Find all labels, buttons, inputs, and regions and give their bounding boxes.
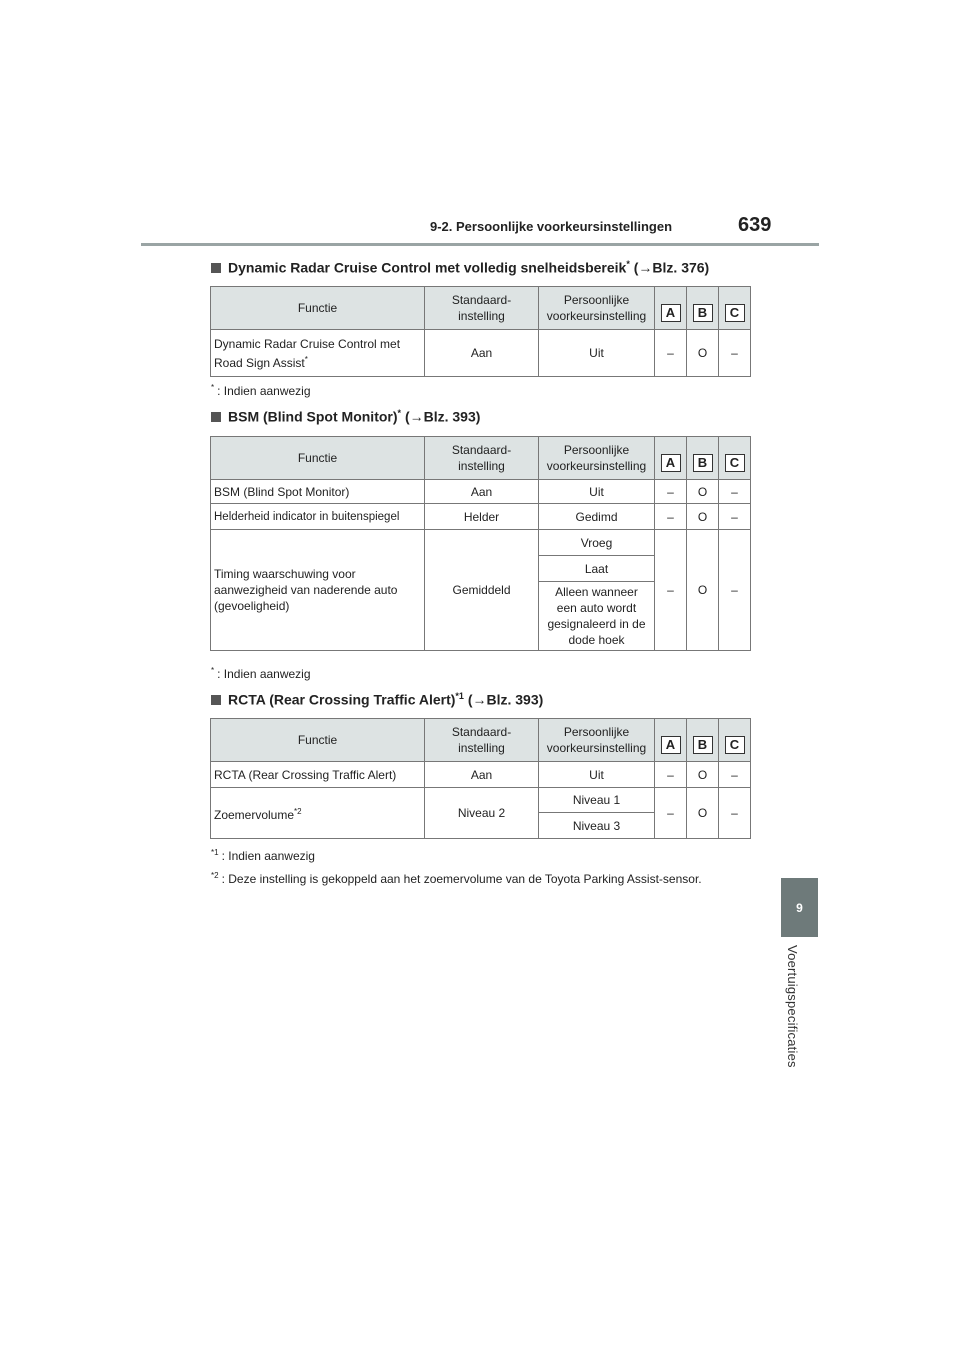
cell-persoonlijke <box>539 582 655 651</box>
section-title: 9-2. Persoonlijke voorkeursinstellingen <box>430 219 673 234</box>
cell-b: O <box>687 530 719 651</box>
table-row <box>211 480 751 504</box>
col-persoonlijke-1: Persoonlijke <box>563 293 630 307</box>
cell-persoonlijke: Uit <box>539 480 655 504</box>
heading-rcta <box>211 691 543 708</box>
cell-functie <box>211 330 425 377</box>
box-b: B <box>693 736 713 754</box>
col-standaard <box>425 287 539 330</box>
col-a <box>655 437 687 480</box>
table-bsm <box>210 436 751 651</box>
footnote-mark: * <box>211 666 215 675</box>
col-persoonlijke-1: Persoonlijke <box>563 443 630 457</box>
heading-text: BSM (Blind Spot Monitor) <box>228 408 398 425</box>
cell-a: – <box>655 504 687 530</box>
option-line3: gesignaleerd in de <box>547 617 646 631</box>
box-c: C <box>725 736 745 754</box>
col-a <box>655 287 687 330</box>
bullet-square-icon <box>211 695 221 705</box>
box-c: C <box>725 454 745 472</box>
functie-text: Zoemervolume <box>214 807 295 822</box>
functie-line1: Timing waarschuwing voor <box>214 567 356 581</box>
table-rcta <box>210 718 751 839</box>
option-line4: dode hoek <box>568 633 625 647</box>
cell-standaard: Gemiddeld <box>425 530 539 651</box>
cell-c: – <box>719 762 751 788</box>
cell-c: – <box>719 530 751 651</box>
cell-standaard: Aan <box>425 480 539 504</box>
footnote-mark: *2 <box>211 871 219 880</box>
cell-functie: BSM (Blind Spot Monitor) <box>211 480 425 504</box>
box-b: B <box>693 304 713 322</box>
cell-standaard: Aan <box>425 330 539 377</box>
col-persoonlijke <box>539 437 655 480</box>
header-divider <box>141 243 819 246</box>
col-b <box>687 287 719 330</box>
cell-standaard: Niveau 2 <box>425 788 539 839</box>
page-ref-link[interactable]: (→Blz. 393) <box>404 408 481 425</box>
footnote-text: : Indien aanwezig <box>221 849 315 863</box>
functie-line2: Road Sign Assist <box>214 355 305 370</box>
cell-a: – <box>655 480 687 504</box>
cell-functie <box>211 530 425 651</box>
table-row <box>211 530 751 556</box>
cell-persoonlijke: Gedimd <box>539 504 655 530</box>
col-b <box>687 719 719 762</box>
cell-a: – <box>655 788 687 839</box>
col-a <box>655 719 687 762</box>
footnote-1 <box>211 848 315 863</box>
col-standaard-2: instelling <box>458 741 505 755</box>
functie-sup: * <box>304 354 308 364</box>
col-persoonlijke-1: Persoonlijke <box>563 725 630 739</box>
cell-standaard: Helder <box>425 504 539 530</box>
page-ref-link[interactable]: (→Blz. 376) <box>633 259 710 276</box>
cell-b: O <box>687 480 719 504</box>
col-persoonlijke-2: voorkeursinstelling <box>546 309 647 323</box>
bullet-square-icon <box>211 263 221 273</box>
footnote <box>211 383 311 398</box>
footnote-text: : Indien aanwezig <box>217 384 311 398</box>
footnote-text: : Indien aanwezig <box>217 667 311 681</box>
col-standaard-1: Standaard- <box>451 293 512 307</box>
table-header-row <box>211 437 751 480</box>
footnote-text: : Deze instelling is gekoppeld aan het zoemervolume van de Toyota Parking Assist-sensor. <box>221 872 702 886</box>
cell-persoonlijke: Uit <box>539 330 655 377</box>
cell-b: O <box>687 788 719 839</box>
functie-line1: Dynamic Radar Cruise Control met <box>214 336 401 351</box>
footnote-2 <box>211 871 702 886</box>
col-functie: Functie <box>211 437 425 480</box>
cell-persoonlijke: Vroeg <box>539 530 655 556</box>
col-standaard-1: Standaard- <box>451 725 512 739</box>
cell-standaard: Aan <box>425 762 539 788</box>
col-persoonlijke-2: voorkeursinstelling <box>546 741 647 755</box>
option-line2: een auto wordt <box>556 601 637 615</box>
cell-functie: Helderheid indicator in buitenspiegel <box>211 504 425 530</box>
col-c <box>719 437 751 480</box>
functie-line3: (gevoeligheid) <box>214 599 290 613</box>
heading-bsm <box>211 408 480 425</box>
cell-persoonlijke: Niveau 1 <box>539 788 655 813</box>
heading-text: Dynamic Radar Cruise Control met volledig snelheidsbereik <box>228 259 627 276</box>
cell-persoonlijke: Niveau 3 <box>539 813 655 839</box>
table-header-row <box>211 287 751 330</box>
footnote-mark: * <box>211 383 215 392</box>
col-b <box>687 437 719 480</box>
table-header-row <box>211 719 751 762</box>
col-c <box>719 719 751 762</box>
bullet-square-icon <box>211 412 221 422</box>
table-row <box>211 330 751 377</box>
box-a: A <box>661 304 681 322</box>
page-number: 639 <box>738 214 772 236</box>
option-line1: Alleen wanneer <box>555 585 638 599</box>
cell-persoonlijke: Laat <box>539 556 655 582</box>
heading-sup: * <box>626 259 630 269</box>
cell-b: O <box>687 762 719 788</box>
page-ref-link[interactable]: (→Blz. 393) <box>467 691 544 708</box>
cell-c: – <box>719 480 751 504</box>
functie-line2: aanwezigheid van naderende auto <box>214 583 398 597</box>
heading-dynamic-radar <box>211 259 709 276</box>
cell-c: – <box>719 330 751 377</box>
cell-c: – <box>719 504 751 530</box>
cell-c: – <box>719 788 751 839</box>
col-c <box>719 287 751 330</box>
cell-a: – <box>655 330 687 377</box>
table-dynamic-radar <box>210 286 751 377</box>
col-persoonlijke <box>539 287 655 330</box>
col-persoonlijke-2: voorkeursinstelling <box>546 459 647 473</box>
cell-b: O <box>687 504 719 530</box>
col-standaard-2: instelling <box>458 309 505 323</box>
cell-functie <box>211 788 425 839</box>
table-row <box>211 788 751 813</box>
footnote <box>211 666 311 681</box>
col-functie: Functie <box>211 719 425 762</box>
cell-functie: RCTA (Rear Crossing Traffic Alert) <box>211 762 425 788</box>
table-row <box>211 762 751 788</box>
col-standaard-2: instelling <box>458 459 505 473</box>
heading-sup: * <box>397 408 402 418</box>
functie-sup: *2 <box>294 806 302 816</box>
cell-a: – <box>655 530 687 651</box>
chapter-tab[interactable] <box>781 878 818 937</box>
cell-b: O <box>687 330 719 377</box>
cell-a: – <box>655 762 687 788</box>
col-functie: Functie <box>211 287 425 330</box>
col-standaard-1: Standaard- <box>451 443 512 457</box>
chapter-number: 9 <box>796 900 803 915</box>
table-row <box>211 504 751 530</box>
box-a: A <box>661 454 681 472</box>
box-a: A <box>661 736 681 754</box>
col-standaard <box>425 437 539 480</box>
heading-text: RCTA (Rear Crossing Traffic Alert) <box>228 691 456 708</box>
col-standaard <box>425 719 539 762</box>
col-persoonlijke <box>539 719 655 762</box>
chapter-title: Voertuigspecificaties <box>785 945 800 1068</box>
footnote-mark: *1 <box>211 848 219 857</box>
box-c: C <box>725 304 745 322</box>
cell-persoonlijke: Uit <box>539 762 655 788</box>
heading-sup: *1 <box>455 691 464 701</box>
box-b: B <box>693 454 713 472</box>
